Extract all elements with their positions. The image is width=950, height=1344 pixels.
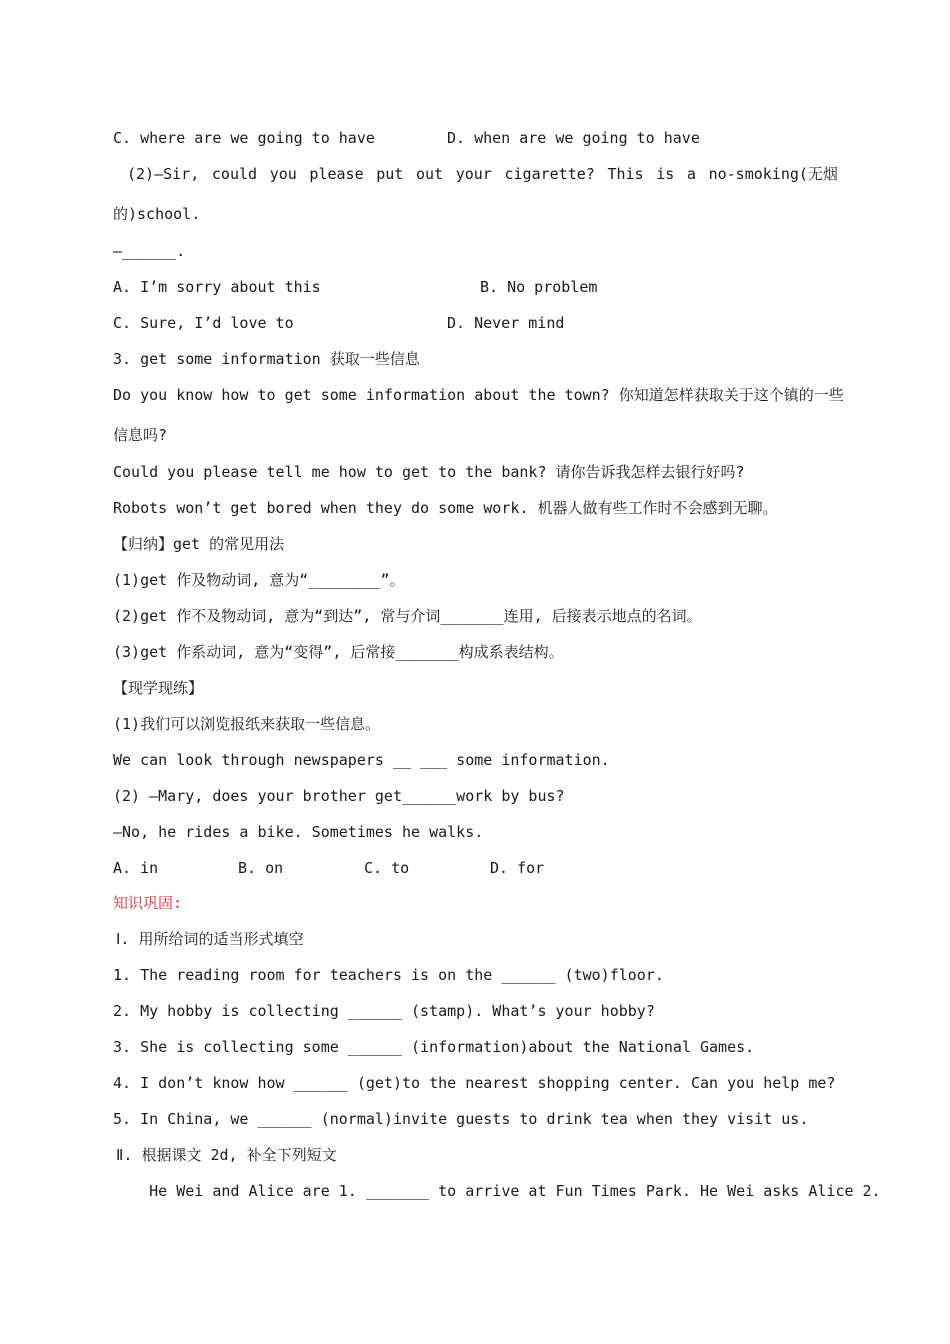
part1-title: Ⅰ. 用所给词的适当形式填空: [116, 930, 304, 948]
summary-heading: 【归纳】get 的常见用法: [113, 535, 285, 553]
exercise-item-3: 3. She is collecting some ______ (information)about the National Games.: [113, 1038, 755, 1056]
q2-prompt-word: a: [686, 165, 696, 183]
q2-prompt: [113, 164, 838, 184]
q2-prompt-word: (2)—Sir,: [127, 165, 200, 183]
summary-item-1: (1)get 作及物动词, 意为“________”。: [113, 571, 405, 589]
exercise-item-5: 5. In China, we ______ (normal)invite guests to drink tea when they visit us.: [113, 1110, 809, 1128]
q2-prompt-word: put: [376, 165, 404, 183]
summary-item-2: (2)get 作不及物动词, 意为“到达”, 常与介词_______连用, 后接表示地点的名词。: [113, 607, 702, 625]
practice-option-c: C. to: [364, 859, 410, 877]
q2-option-c: C. Sure, I’d love to: [113, 314, 294, 332]
point3-heading: 3. get some information 获取一些信息: [113, 350, 420, 368]
practice-1-english: We can look through newspapers __ ___ some information.: [113, 751, 610, 769]
q2-prompt-word: you: [269, 165, 297, 183]
q2-prompt-word: could: [211, 165, 258, 183]
point3-example1-cont: 信息吗?: [113, 426, 168, 444]
q2-answer-blank: —______.: [113, 242, 186, 260]
exercise-item-2: 2. My hobby is collecting ______ (stamp). What’s your hobby?: [113, 1002, 655, 1020]
q2-prompt-word: cigarette?: [504, 165, 595, 183]
practice-2-question: (2) —Mary, does your brother get______work by bus?: [113, 787, 565, 805]
point3-example1: Do you know how to get some information about the town? 你知道怎样获取关于这个镇的一些: [113, 386, 844, 404]
q2-prompt-word: please: [309, 165, 364, 183]
q1-option-c: C. where are we going to have: [113, 129, 375, 147]
q2-option-b: B. No problem: [480, 278, 598, 296]
summary-item-3: (3)get 作系动词, 意为“变得”, 后常接_______构成系表结构。: [113, 643, 564, 661]
practice-2-answer: —No, he rides a bike. Sometimes he walks.: [113, 823, 484, 841]
point3-example3: Robots won’t get bored when they do some work. 机器人做有些工作时不会感到无聊。: [113, 499, 778, 517]
practice-option-d: D. for: [490, 859, 545, 877]
q2-prompt-continued: 的)school.: [113, 205, 201, 223]
q2-option-a: A. I’m sorry about this: [113, 278, 321, 296]
q2-prompt-word: no-smoking(无烟: [708, 165, 838, 183]
q2-option-d: D. Never mind: [447, 314, 565, 332]
point3-example2: Could you please tell me how to get to the bank? 请你告诉我怎样去银行好吗?: [113, 463, 745, 481]
q2-prompt-word: your: [455, 165, 492, 183]
practice-option-b: B. on: [238, 859, 284, 877]
practice-1-chinese: (1)我们可以浏览报纸来获取一些信息。: [113, 715, 381, 733]
exercise-item-4: 4. I don’t know how ______ (get)to the nearest shopping center. Can you help me?: [113, 1074, 836, 1092]
practice-option-a: A. in: [113, 859, 159, 877]
exercise-item-1: 1. The reading room for teachers is on the ______ (two)floor.: [113, 966, 664, 984]
practice-heading: 【现学现练】: [113, 679, 204, 697]
consolidation-heading: 知识巩固:: [113, 894, 183, 912]
passage-line-1: He Wei and Alice are 1. _______ to arrive at Fun Times Park. He Wei asks Alice 2.: [113, 1182, 881, 1200]
part2-title: Ⅱ. 根据课文 2d, 补全下列短文: [116, 1146, 337, 1164]
q2-prompt-word: is: [656, 165, 675, 183]
q2-prompt-word: This: [607, 165, 644, 183]
q1-option-d: D. when are we going to have: [447, 129, 700, 147]
q2-prompt-word: out: [415, 165, 444, 183]
